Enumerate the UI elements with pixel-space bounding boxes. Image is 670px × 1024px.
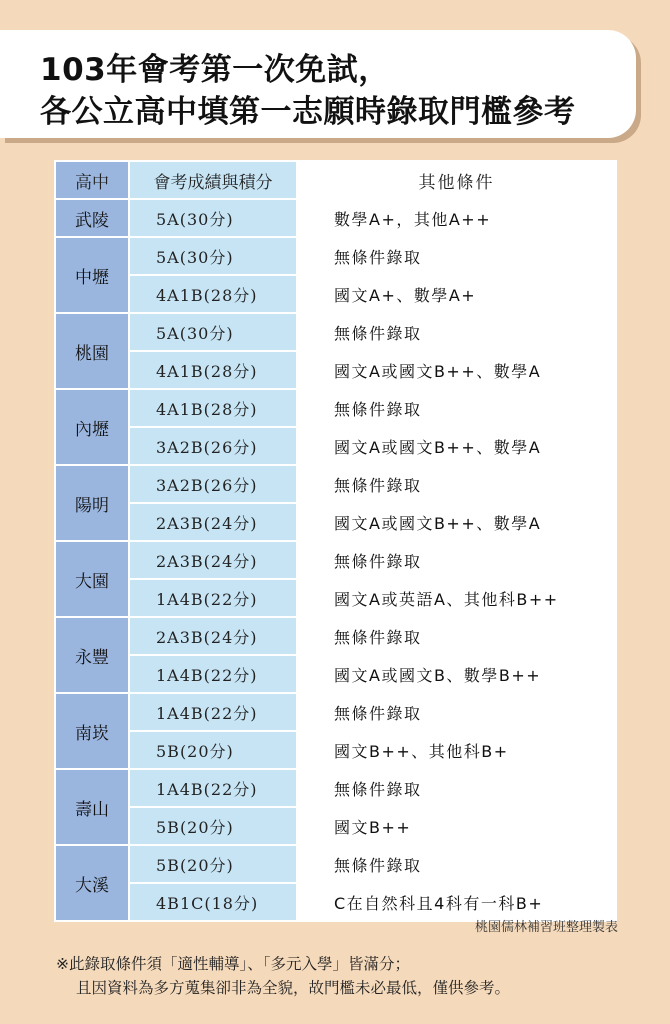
school-name: 永豐 (55, 617, 129, 693)
score-cell: 5B(20分) (129, 807, 297, 845)
credit-text: 桃園儒林補習班整理製表 (474, 920, 618, 935)
table-row (55, 427, 616, 465)
other-condition-cell: 無條件錄取 (297, 693, 616, 731)
school-name: 南崁 (55, 693, 129, 769)
table-row (55, 199, 616, 237)
table-row (55, 351, 616, 389)
other-condition-cell: 國文B++、其他科B+ (297, 731, 616, 769)
other-condition-cell: 國文A或國文B、數學B++ (297, 655, 616, 693)
other-condition-cell: 國文B++ (297, 807, 616, 845)
school-name: 壽山 (55, 769, 129, 845)
school-name: 大溪 (55, 845, 129, 921)
table-row (55, 237, 616, 275)
table-header-row (55, 161, 616, 199)
page-title-line-1: 103年會考第一次免試， (40, 52, 390, 88)
footnote-line-1: ※此錄取條件須「適性輔導」、「多元入學」皆滿分； (56, 955, 410, 973)
table-row (55, 769, 616, 807)
admission-table (54, 160, 617, 922)
footnote-line-2: 且因資料為多方蒐集卻非為全貌，故門檻未必最低，僅供參考。 (76, 979, 511, 997)
score-cell: 3A2B(26分) (129, 427, 297, 465)
table-row (55, 313, 616, 351)
score-cell: 5B(20分) (129, 845, 297, 883)
school-name: 大園 (55, 541, 129, 617)
score-cell: 4B1C(18分) (129, 883, 297, 921)
score-cell: 2A3B(24分) (129, 503, 297, 541)
other-condition-cell: 無條件錄取 (297, 617, 616, 655)
score-cell: 5A(30分) (129, 199, 297, 237)
table-row (55, 579, 616, 617)
other-condition-cell: 無條件錄取 (297, 389, 616, 427)
score-cell: 4A1B(28分) (129, 275, 297, 313)
other-condition-cell: 無條件錄取 (297, 541, 616, 579)
table-row (55, 275, 616, 313)
table-row (55, 503, 616, 541)
header-score: 會考成績與積分 (129, 161, 297, 199)
score-cell: 1A4B(22分) (129, 693, 297, 731)
header-school: 高中 (55, 161, 129, 199)
table-row (55, 731, 616, 769)
table-row (55, 541, 616, 579)
other-condition-cell: 國文A或英語A、其他科B++ (297, 579, 616, 617)
other-condition-cell: 無條件錄取 (297, 237, 616, 275)
table-row (55, 693, 616, 731)
score-cell: 4A1B(28分) (129, 389, 297, 427)
table-row (55, 617, 616, 655)
score-cell: 4A1B(28分) (129, 351, 297, 389)
school-name: 桃園 (55, 313, 129, 389)
other-condition-cell: 無條件錄取 (297, 465, 616, 503)
score-cell: 2A3B(24分) (129, 617, 297, 655)
table-row (55, 845, 616, 883)
table-row (55, 807, 616, 845)
table-body (55, 199, 616, 921)
score-cell: 1A4B(22分) (129, 655, 297, 693)
score-cell: 1A4B(22分) (129, 579, 297, 617)
other-condition-cell: 無條件錄取 (297, 845, 616, 883)
score-cell: 5A(30分) (129, 237, 297, 275)
score-cell: 2A3B(24分) (129, 541, 297, 579)
school-name: 武陵 (55, 199, 129, 237)
score-cell: 5A(30分) (129, 313, 297, 351)
header-other-conditions: 其他條件 (297, 161, 616, 199)
other-condition-cell: 國文A或國文B++、數學A (297, 427, 616, 465)
table-row (55, 655, 616, 693)
other-condition-cell: 國文A+、數學A+ (297, 275, 616, 313)
school-name: 陽明 (55, 465, 129, 541)
table-row (55, 465, 616, 503)
score-cell: 3A2B(26分) (129, 465, 297, 503)
other-condition-cell: 國文A或國文B++、數學A (297, 503, 616, 541)
other-condition-cell: 無條件錄取 (297, 313, 616, 351)
school-name: 中壢 (55, 237, 129, 313)
score-cell: 1A4B(22分) (129, 769, 297, 807)
school-name: 內壢 (55, 389, 129, 465)
other-condition-cell: C在自然科且4科有一科B+ (297, 883, 616, 921)
other-condition-cell: 國文A或國文B++、數學A (297, 351, 616, 389)
page-title-line-2: 各公立高中填第一志願時錄取門檻參考 (40, 94, 576, 130)
other-condition-cell: 數學A+，其他A++ (297, 199, 616, 237)
table-row (55, 389, 616, 427)
score-cell: 5B(20分) (129, 731, 297, 769)
other-condition-cell: 無條件錄取 (297, 769, 616, 807)
